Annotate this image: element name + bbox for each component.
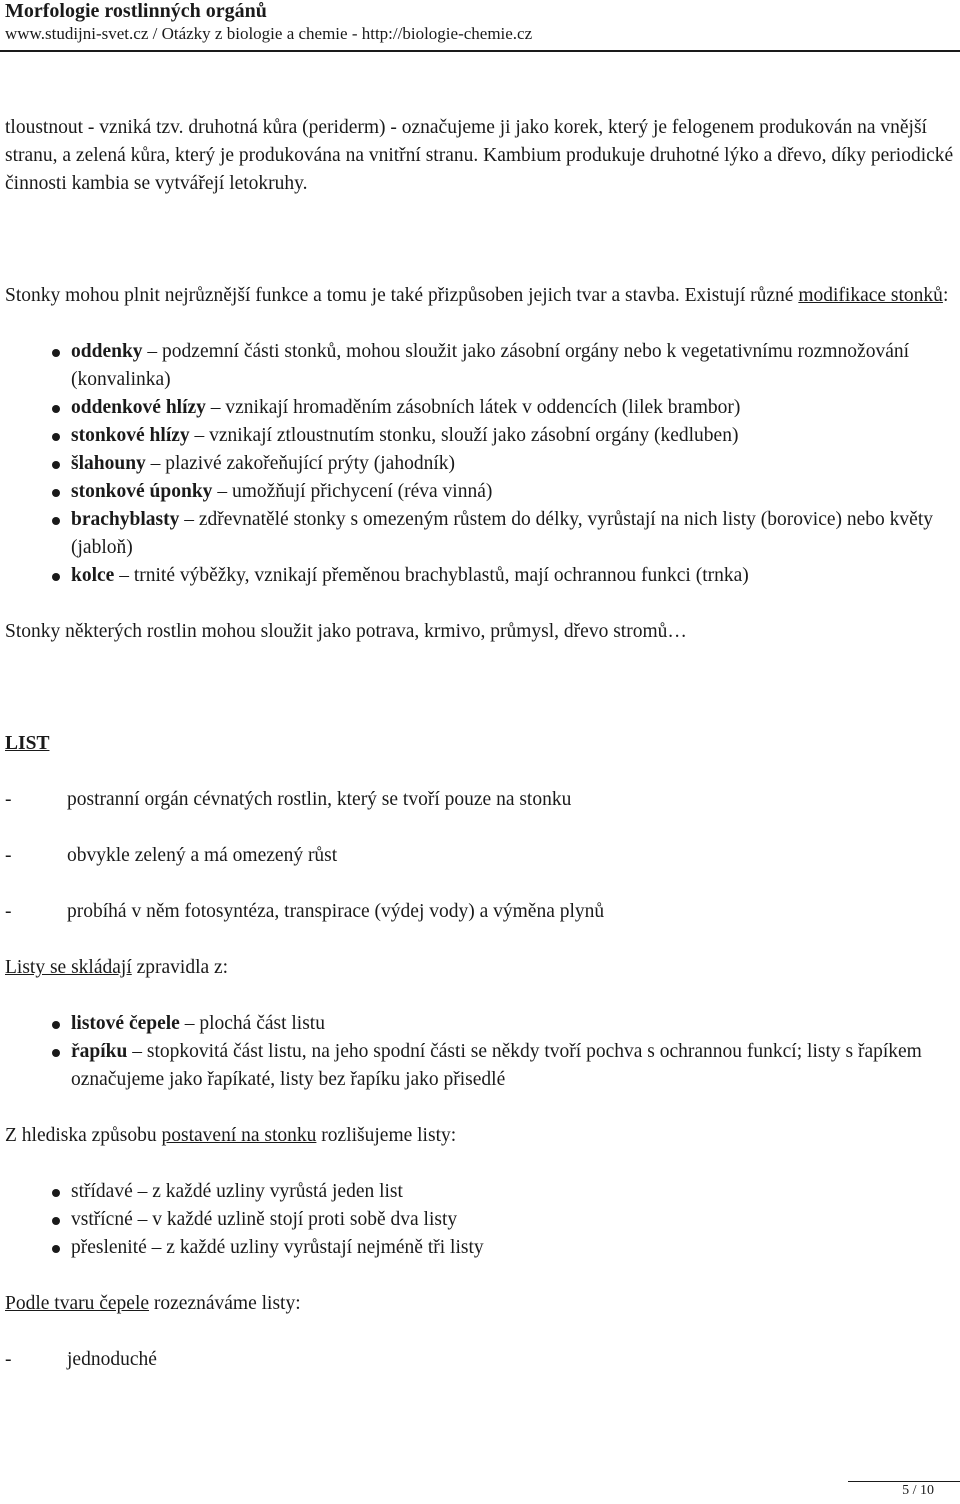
paragraph-stem-functions <box>5 282 955 310</box>
blade-shape-point: - jednoduché <box>5 1349 157 1370</box>
leaf-point: - postranní orgán cévnatých rostlin, který se tvoří pouze na stonku <box>5 789 572 810</box>
footer-divider <box>848 1481 960 1482</box>
list-item: kolce – trnité výběžky, vznikají přeměnou brachyblastů, mají ochrannou funkci (trnka) <box>5 562 955 590</box>
document-source: www.studijni-svet.cz / Otázky z biologie a chemie - http://biologie-chemie.cz <box>5 24 533 43</box>
header-divider <box>0 50 960 52</box>
list-item: oddenkové hlízy – vznikají hromaděním zásobních látek v oddencích (lilek brambor) <box>5 394 955 422</box>
paragraph-leaf-parts: Listy se skládají zpravidla z: <box>5 957 229 978</box>
paragraph-stem-uses: Stonky některých rostlin mohou sloužit jako potrava, krmivo, průmysl, dřevo stromů… <box>5 621 687 642</box>
list-item: oddenky – podzemní části stonků, mohou sloužit jako zásobní orgány nebo k vegetativnímu rozmnožování (konvalinka) <box>5 338 955 394</box>
page-number: 5 / 10 <box>902 1483 934 1498</box>
list-item: brachyblasty – zdřevnatělé stonky s omezeným růstem do délky, vyrůstají na nich listy (borovice) nebo květy (jabloň) <box>5 506 955 562</box>
stem-functions-text: Stonky mohou plnit nejrůznější funkce a tomu je také přizpůsoben jejich tvar a stavba. Existují různé <box>5 285 794 306</box>
list-item: šlahouny – plazivé zakořeňující prýty (jahodník) <box>5 450 955 478</box>
list-item: střídavé – z každé uzliny vyrůstá jeden list <box>5 1178 955 1206</box>
list-item: přeslenité – z každé uzliny vyrůstají nejméně tři listy <box>5 1234 955 1262</box>
leaf-point: - obvykle zelený a má omezený růst <box>5 845 338 866</box>
stem-modifications-link: modifikace stonků <box>798 285 943 306</box>
leaf-arrangement-link: postavení na stonku <box>161 1125 317 1146</box>
paragraph-periderm: tloustnout - vzniká tzv. druhotná kůra (periderm) - označujeme ji jako korek, který je felogenem produkován na vnější stranu, a zelená kůra, který je produkována na vnitřní stranu. Kambium produkuje druhotné lýko a dřevo, díky periodické činnosti kambia se vytvářejí letokruhy. <box>5 117 954 194</box>
paragraph-blade-shape: Podle tvaru čepele rozeznáváme listy: <box>5 1293 301 1314</box>
stem-modifications-list <box>5 338 955 590</box>
blade-shape-link: Podle tvaru čepele <box>5 1293 150 1314</box>
list-item: stonkové úponky – umožňují přichycení (réva vinná) <box>5 478 955 506</box>
document-body <box>5 114 955 1374</box>
leaf-parts-link: Listy se skládají <box>5 957 132 978</box>
section-heading-list: LIST <box>5 733 50 754</box>
list-item: listové čepele – plochá část listu <box>5 1010 955 1038</box>
leaf-arrangement-list <box>5 1178 955 1262</box>
leaf-parts-list <box>5 1010 955 1094</box>
document-title: Morfologie rostlinných orgánů <box>5 0 267 22</box>
paragraph-leaf-arrangement: Z hlediska způsobu postavení na stonku rozlišujeme listy: <box>5 1125 457 1146</box>
list-item: řapíku – stopkovitá část listu, na jeho spodní části se někdy tvoří pochva s ochrannou funkcí; listy s řapíkem označujeme jako řapíkaté, listy bez řapíku jako přisedlé <box>5 1038 955 1094</box>
list-item: stonkové hlízy – vznikají ztloustnutím stonku, slouží jako zásobní orgány (kedluben) <box>5 422 955 450</box>
page-header <box>5 0 955 44</box>
leaf-point: - probíhá v něm fotosyntéza, transpirace (výdej vody) a výměna plynů <box>5 901 605 922</box>
stem-functions-colon: : <box>942 285 949 306</box>
list-item: vstřícné – v každé uzlině stojí proti sobě dva listy <box>5 1206 955 1234</box>
